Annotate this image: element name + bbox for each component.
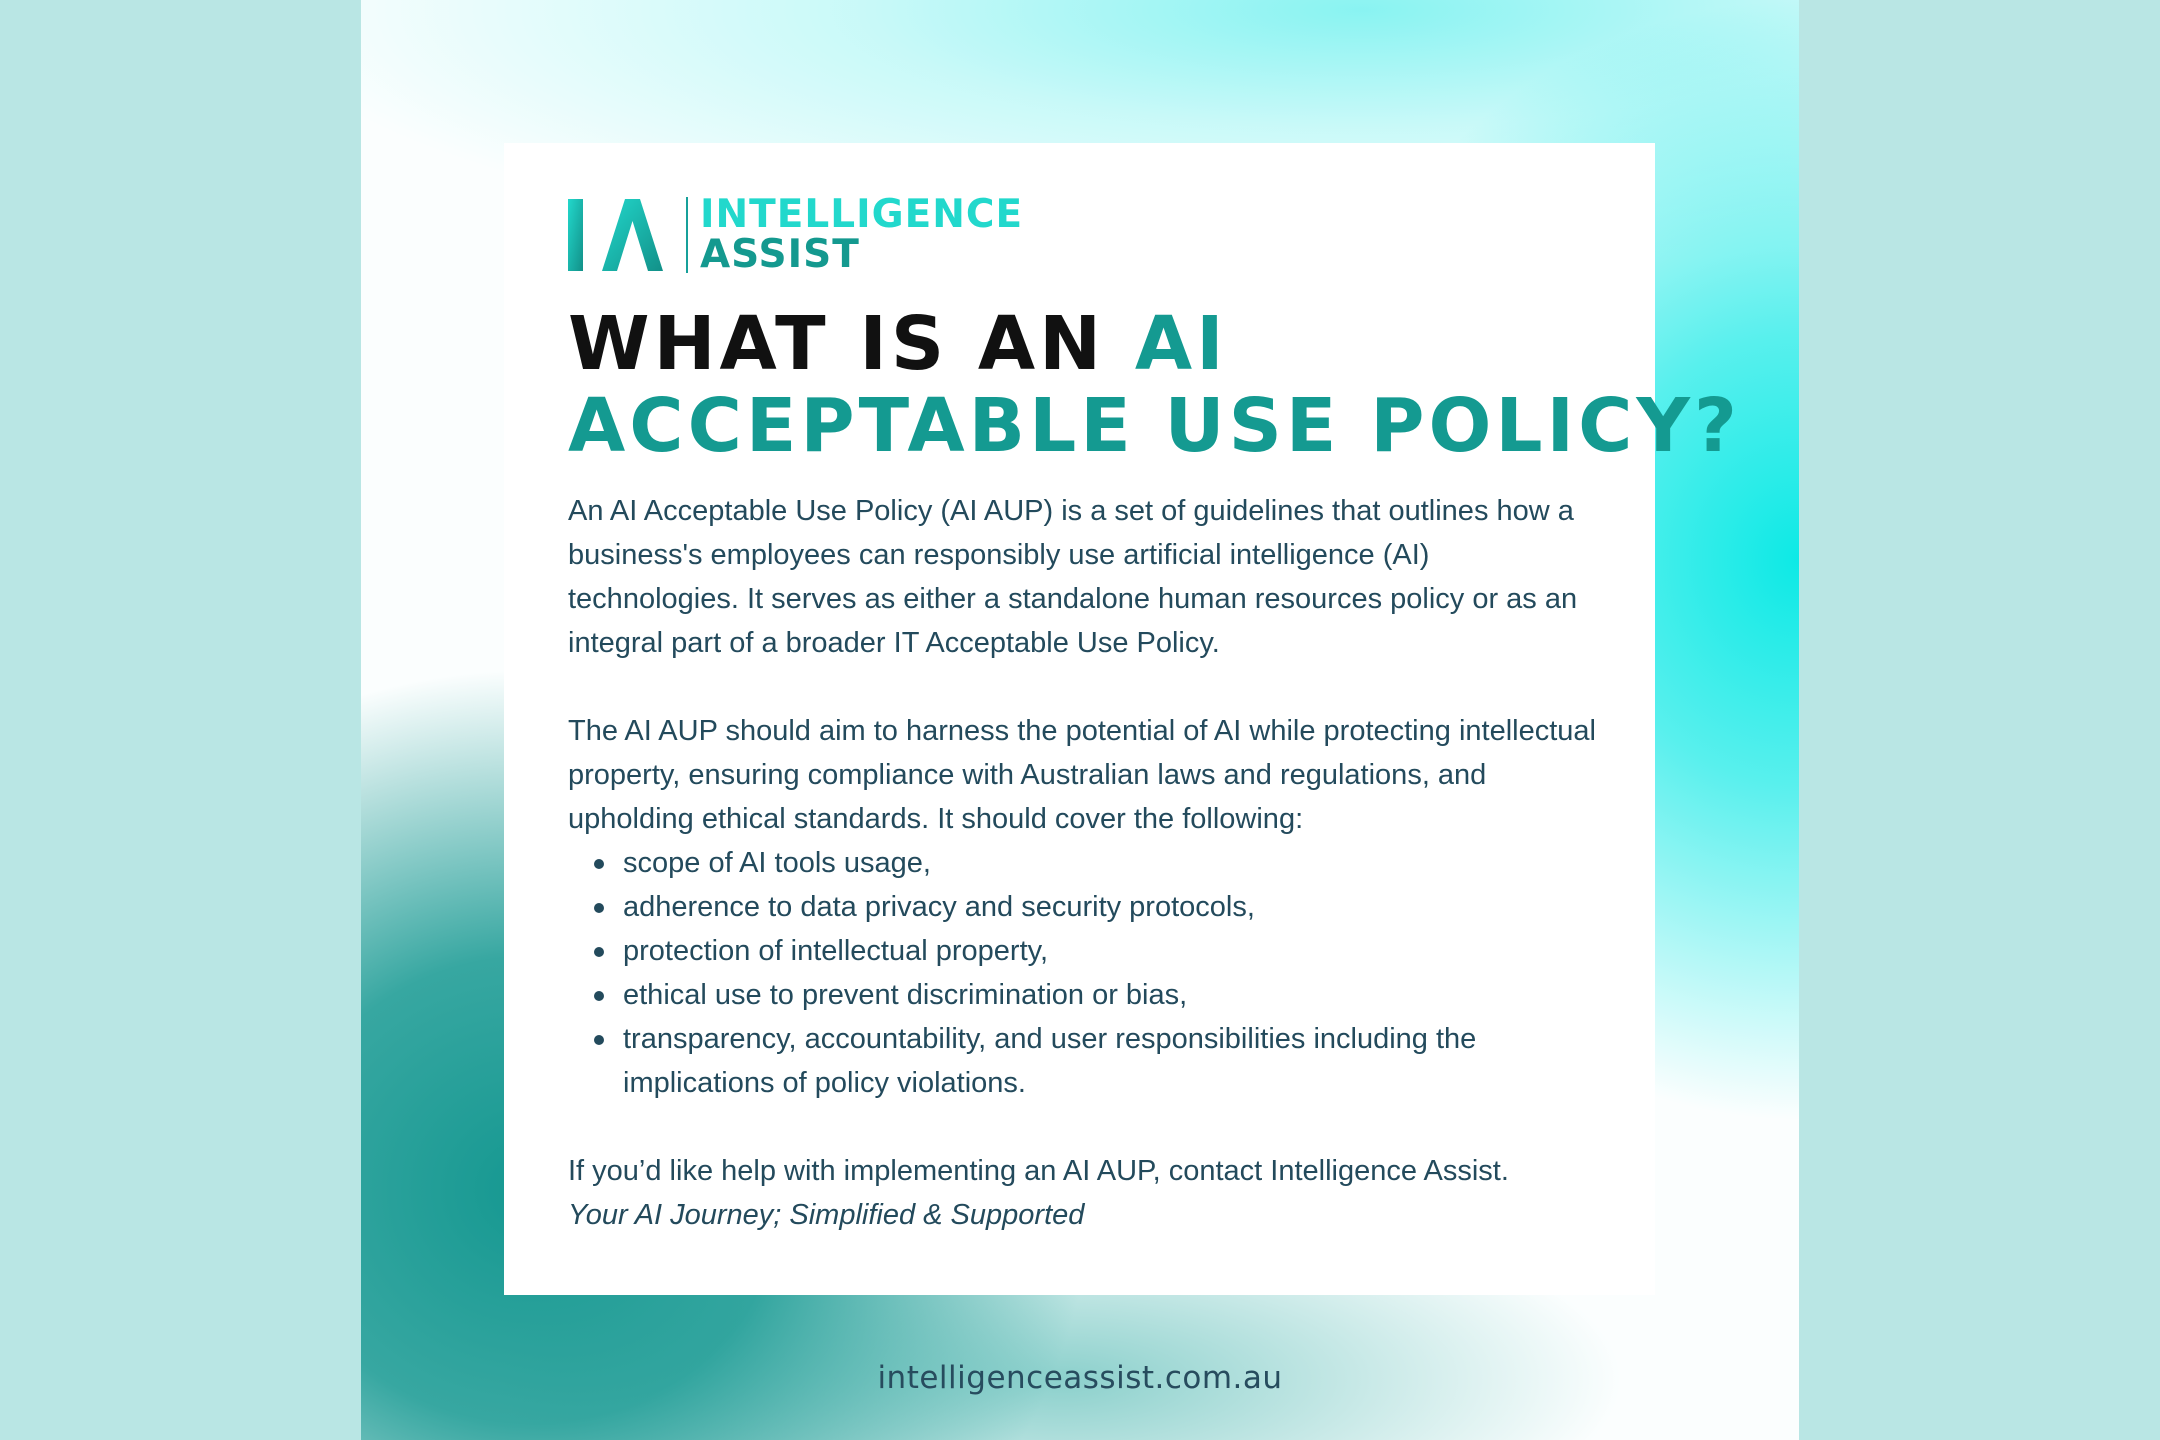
poster (361, 0, 1799, 1440)
intro-paragraph: An AI Acceptable Use Policy (AI AUP) is a set of guidelines that outlines how a business's employees can responsibly use artificial intelligence (AI) technologies. It serves as either a standalone human resources policy or as an integral part of a broader IT Acceptable Use Policy. (568, 495, 1578, 659)
title-line1-part1: WHAT IS AN (568, 301, 1135, 387)
page-title (568, 303, 1741, 467)
logo-divider (686, 197, 688, 273)
brand-name (700, 192, 1024, 277)
list-item: scope of AI tools usage, (623, 841, 1608, 885)
contact-paragraph: If you’d like help with implementing an AI AUP, contact Intelligence Assist. (568, 1155, 1509, 1187)
title-line2: ACCEPTABLE USE POLICY? (568, 383, 1741, 469)
aim-paragraph: The AI AUP should aim to harness the potential of AI while protecting intellectual property, ensuring compliance with Australian laws and regulations, and upholding ethical standards. It should cover the following: (568, 715, 1596, 835)
coverage-list (568, 841, 1608, 1105)
tagline: Your AI Journey; Simplified & Supported (568, 1199, 1085, 1231)
ia-logo-mark-icon (568, 197, 672, 273)
title-line1-part2: AI (1134, 301, 1228, 387)
brand-name-line2: ASSIST (700, 232, 860, 277)
list-item: transparency, accountability, and user responsibilities including the implications of policy violations. (623, 1017, 1608, 1105)
content-card (504, 143, 1741, 1295)
brand-logo (568, 192, 1024, 277)
list-item: adherence to data privacy and security protocols, (623, 885, 1608, 929)
brand-name-line1: INTELLIGENCE (700, 192, 1024, 237)
list-item: ethical use to prevent discrimination or bias, (623, 973, 1608, 1017)
list-item: protection of intellectual property, (623, 929, 1608, 973)
body-content (568, 489, 1608, 1237)
website-url[interactable]: intelligenceassist.com.au (877, 1360, 1283, 1396)
